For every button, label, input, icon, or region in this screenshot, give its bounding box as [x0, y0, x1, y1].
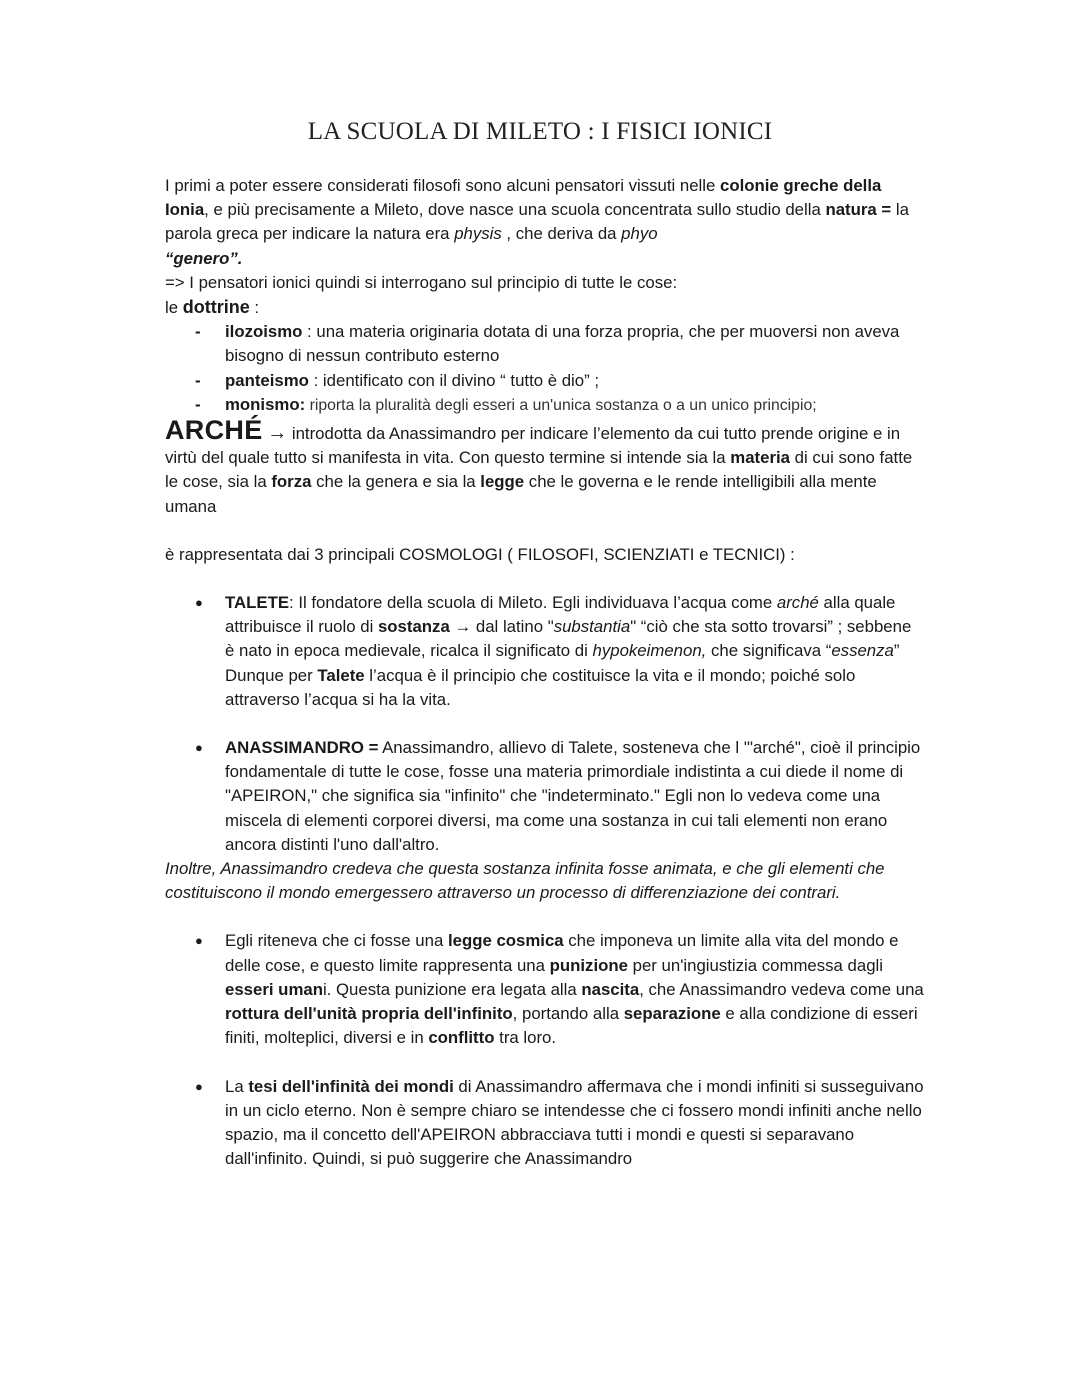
intro-text-3: la parola greca per indicare la natura era — [165, 200, 909, 244]
document-body — [165, 174, 925, 1171]
talete-text-4: " “ciò che sta sotto trovarsi” ; sebbene è nato in epoca medievale, ricalca il significato di — [225, 617, 912, 661]
desc-ilozoismo: : una materia originaria dotata di una forza propria, che per muoversi non aveva bisogno di nessun contributo esterno — [225, 322, 900, 366]
talete-italic-arche: arché — [776, 593, 819, 613]
arche-bold-legge: legge — [480, 472, 525, 492]
intro-italic-physis: physis — [454, 224, 502, 244]
list-item-ilozoismo — [165, 320, 925, 368]
tesi-list — [165, 1075, 925, 1172]
dash-marker: - — [195, 394, 201, 414]
list-item-tesi — [165, 1075, 925, 1172]
pensatori-line: => I pensatori ionici quindi si interrogano sul principio di tutte le cose: — [165, 272, 678, 292]
tesi-text-2: di Anassimandro affermava che i mondi infiniti si susseguivano in un ciclo eterno. Non è sempre chiaro se intendesse che ci fossero mondi infiniti anche nello spazio, ma il concetto dell'APEIRON abbracciava tutti i mondi e questi si separavano dall'infinito. Quindi, si può suggerire che Anassimandro — [225, 1076, 924, 1169]
intro-italic-phyo: phyo — [621, 224, 658, 244]
talete-text-5: che significava “ — [706, 641, 832, 661]
arche-heading: ARCHÉ — [165, 415, 263, 446]
intro-genero: “genero”. — [165, 248, 243, 268]
arche-text-2: di cui sono fatte le cose, sia la — [165, 448, 913, 492]
intro-bold-natura: natura = — [825, 200, 892, 220]
arche-text-3: che la genera e sia la — [311, 472, 481, 492]
talete-list — [165, 591, 925, 712]
bullet-marker: ● — [195, 933, 203, 949]
list-item-talete — [165, 591, 925, 712]
talete-p2-bold: Talete — [317, 665, 365, 685]
legge-text-1: Egli riteneva che ci fosse una — [225, 931, 448, 951]
intro-bold-ionia: colonie greche della Ionia — [165, 176, 882, 220]
talete-italic-hypokeimenon: hypokeimenon, — [592, 641, 707, 661]
legge-text-7: e alla condizione di esseri finiti, molteplici, diversi e in — [225, 1004, 918, 1048]
term-monismo: monismo: — [225, 394, 306, 414]
tesi-bold: tesi dell'infinità dei mondi — [248, 1076, 454, 1096]
legge-text-5: , che Anassimandro vedeva come una — [639, 979, 924, 999]
legge-bold-3: esseri uman — [225, 979, 323, 999]
arche-bold-forza: forza — [271, 472, 312, 492]
intro-paragraph — [165, 174, 925, 271]
talete-p2-c: l’acqua è il principio che costituisce la vita e il mondo; poiché solo attraverso l’acqua si ha la vita. — [225, 665, 856, 709]
arche-text-1: introdotta da Anassimandro per indicare l’elemento da cui tutto prende origine e in virtù del quale tutto si manifesta in vita. Con questo termine si intende sia la — [165, 424, 901, 468]
legge-bold-2: punizione — [549, 955, 628, 975]
legge-bold-4: nascita — [581, 979, 640, 999]
talete-text-3: → dal latino " — [449, 617, 554, 637]
talete-name: TALETE — [225, 593, 290, 613]
anassimandro-name: ANASSIMANDRO = — [225, 738, 379, 758]
dottrine-prefix: le — [165, 298, 183, 318]
intro-text-1: I primi a poter essere considerati filosofi sono alcuni pensatori vissuti nelle — [165, 176, 720, 195]
dottrine-word: dottrine — [182, 297, 250, 318]
talete-p2-a: Dunque per — [225, 665, 318, 685]
talete-italic-substantia: substantia — [553, 617, 631, 637]
dottrine-suffix: : — [249, 298, 260, 318]
legge-bold-7: conflitto — [428, 1028, 495, 1048]
talete-text-1: : Il fondatore della scuola di Mileto. Egli individuava l’acqua come — [289, 593, 777, 613]
legge-text-3: per un'ingiustizia commessa dagli — [627, 955, 883, 975]
inoltre-text: Inoltre, Anassimandro credeva che questa sostanza infinita fosse animata, e che gli elementi che costituiscono il mondo emergessero attraverso un processo di differenziazione dei contrari. — [165, 859, 885, 903]
list-item-anassimandro — [165, 736, 925, 857]
talete-italic-essenza: essenza — [831, 641, 894, 661]
legge-text-2: che imponeva un limite alla vita del mondo e delle cose, e questo limite rappresenta una — [225, 931, 899, 975]
dash-marker: - — [195, 322, 201, 342]
list-item-panteismo — [165, 369, 925, 393]
legge-bold-5: rottura dell'unità propria dell'infinito — [225, 1004, 513, 1024]
bullet-marker: ● — [195, 595, 203, 611]
legge-list — [165, 929, 925, 1050]
cosmologi-line: è rappresentata dai 3 principali COSMOLOGI ( FILOSOFI, SCIENZIATI e TECNICI) : — [165, 544, 795, 564]
intro-text-2: , e più precisamente a Mileto, dove nasce una scuola concentrata sullo studio della — [204, 200, 826, 220]
talete-bold-sostanza: sostanza — [377, 617, 450, 637]
legge-bold-6: separazione — [623, 1004, 721, 1024]
intro-text-4: , che deriva da — [501, 224, 622, 244]
bullet-marker: ● — [195, 740, 203, 756]
dash-marker: - — [195, 370, 201, 390]
anassimandro-list — [165, 736, 925, 857]
page-title: LA SCUOLA DI MILETO : I FISICI IONICI — [307, 118, 773, 145]
legge-text-4: i. Questa punizione era legata alla — [322, 979, 582, 999]
bullet-marker: ● — [195, 1078, 203, 1094]
tesi-text-1: La — [225, 1076, 249, 1096]
term-ilozoismo: ilozoismo — [225, 322, 303, 342]
list-item-legge-cosmica — [165, 929, 925, 1050]
arche-paragraph — [165, 415, 925, 519]
anassimandro-text: Anassimandro, allievo di Talete, sosteneva che l '"arché", cioè il principio fondamentale di tutte le cose, fosse una materia primordiale indistinta a cui diede il nome di "APEIRON," che significa sia "infinito" che "indeterminato." Egli non lo vedeva come una miscela di elementi corporei diversi, ma come una sostanza in cui tali elementi non erano ancora distinti l'uno dall'altro. — [225, 738, 921, 854]
legge-bold-1: legge cosmica — [447, 931, 564, 951]
legge-text-6: , portando alla — [512, 1004, 624, 1024]
term-panteismo: panteismo — [225, 370, 309, 390]
arrow-icon: → — [267, 422, 288, 445]
desc-panteismo: : identificato con il divino “ tutto è dio” ; — [308, 370, 600, 390]
legge-text-8: tra loro. — [494, 1028, 557, 1048]
talete-text-6: ” — [893, 641, 900, 661]
desc-monismo: riporta la pluralità degli esseri a un'unica sostanza o a un unico principio; — [305, 396, 817, 414]
list-item-monismo — [165, 393, 925, 418]
talete-text-2: alla quale attribuisce il ruolo di — [225, 593, 896, 637]
dottrine-list — [165, 320, 925, 418]
dottrine-heading — [165, 295, 925, 320]
arche-text-4: che le governa e le rende intelligibili alla mente umana — [165, 472, 877, 516]
inoltre-paragraph — [165, 857, 925, 905]
arche-bold-materia: materia — [730, 448, 790, 468]
